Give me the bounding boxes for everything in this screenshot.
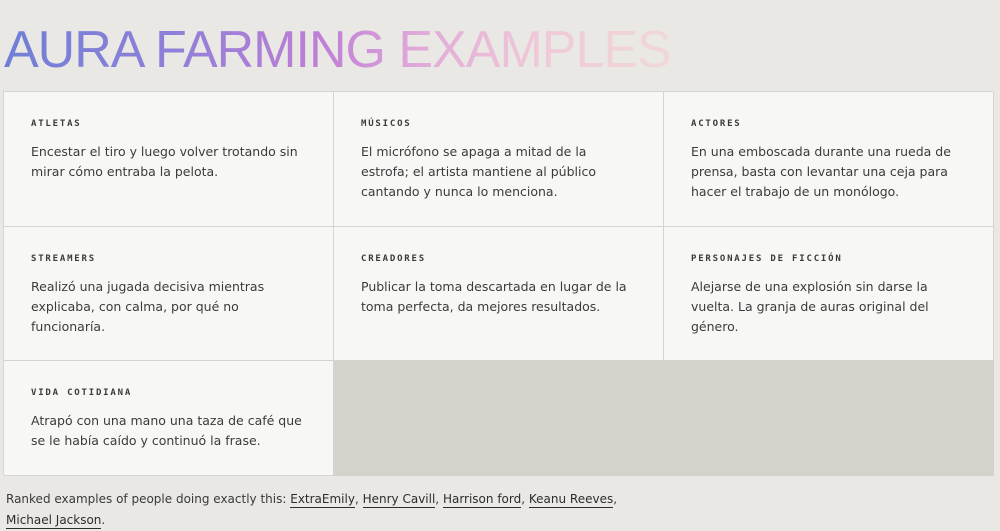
footer-separator: , (521, 492, 529, 506)
card-description: En una emboscada durante una rueda de prensa, basta con levantar una ceja para hacer el trabajo de un monólogo. (691, 144, 951, 199)
card-vida-cotidiana (4, 361, 334, 476)
card-category: CREADORES (361, 254, 426, 264)
link-henry-cavill[interactable]: Henry Cavill (362, 492, 436, 506)
card-category: MÚSICOS (361, 119, 412, 129)
card-description: Publicar la toma descartada en lugar de la toma perfecta, da mejores resultados. (361, 279, 627, 314)
card-description: Realizó una jugada decisiva mientras explicaba, con calma, por qué no funcionaría. (31, 279, 265, 334)
footer-intro-text: Ranked examples of people doing exactly this: (6, 492, 291, 506)
card-streamers (4, 227, 334, 361)
examples-grid (3, 91, 993, 475)
card-description: Alejarse de una explosión sin darse la vuelta. La granja de auras original del género. (691, 279, 929, 334)
link-michael-jackson[interactable]: Michael Jackson (6, 513, 102, 527)
card-category: ATLETAS (31, 119, 82, 129)
card-category: STREAMERS (31, 254, 96, 264)
ranked-examples-footer (6, 489, 626, 531)
page-title: AURA FARMING EXAMPLES (4, 21, 671, 79)
card-description: Encestar el tiro y luego volver trotando sin mirar cómo entraba la pelota. (31, 144, 298, 179)
card-category: PERSONAJES DE FICCIÓN (691, 254, 843, 264)
footer-separator: , (354, 492, 363, 506)
card-description: El micrófono se apaga a mitad de la estrofa; el artista mantiene al público cantando y nunca lo menciona. (361, 144, 596, 199)
card-category: ACTORES (691, 119, 742, 129)
link-keanu-reeves[interactable]: Keanu Reeves (528, 492, 614, 506)
card-description: Atrapó con una mano una taza de café que se le había caído y continuó la frase. (31, 413, 302, 448)
empty-grid-filler (334, 361, 994, 476)
link-extraemily[interactable]: ExtraEmily (290, 492, 355, 506)
footer-separator: , (435, 492, 443, 506)
footer-separator: , (613, 492, 618, 506)
card-actores (664, 92, 994, 227)
card-atletas (4, 92, 334, 227)
footer-end: . (101, 513, 106, 527)
card-personajes-de-ficcion (664, 227, 994, 361)
card-creadores (334, 227, 664, 361)
card-category: VIDA COTIDIANA (31, 388, 133, 398)
link-harrison-ford[interactable]: Harrison ford (442, 492, 522, 506)
card-musicos (334, 92, 664, 227)
